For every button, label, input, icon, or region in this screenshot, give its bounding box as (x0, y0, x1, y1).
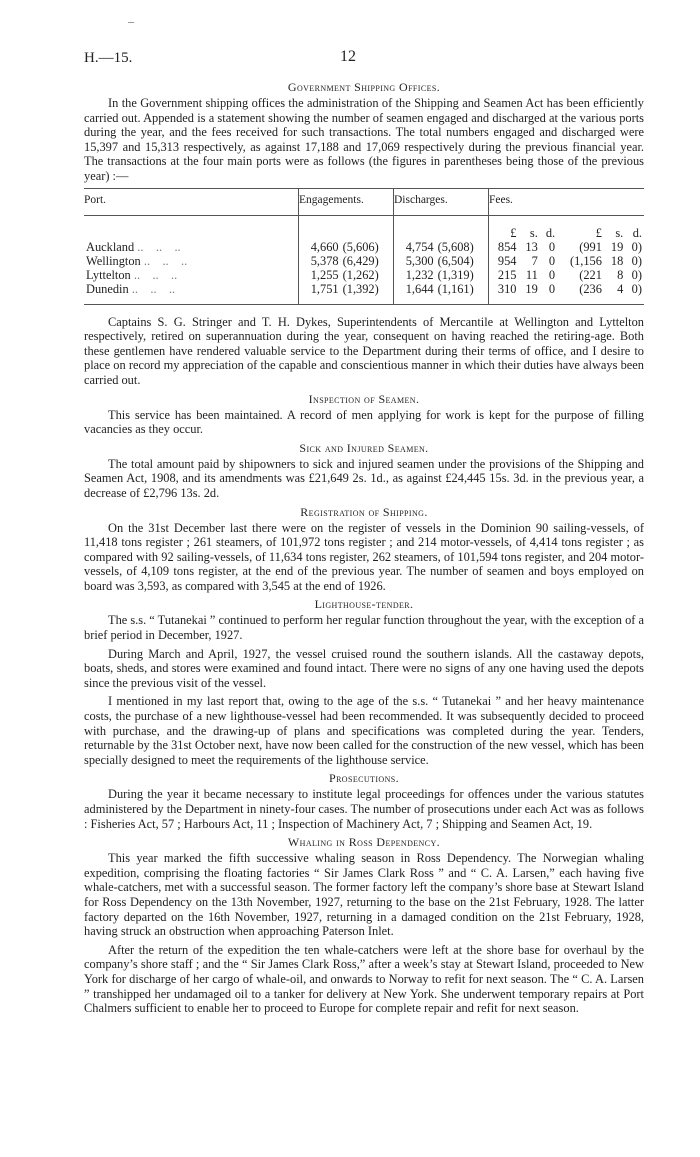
port-name: Auckland (86, 239, 135, 254)
header-port: Port. (84, 188, 299, 215)
unit-prev-shillings: s. (615, 225, 624, 240)
top-mark: – (128, 14, 134, 28)
unit-pence: d. (545, 225, 556, 240)
section-heading-shipping-offices: Government Shipping Offices. (287, 80, 441, 94)
discharges-previous: (6,504) (437, 253, 474, 268)
section-heading-whaling: Whaling in Ross Dependency. (287, 835, 441, 850)
document-reference: H.—15. (84, 50, 133, 66)
lighthouse-paragraph-1: The s.s. “ Tutanekai ” continued to perform her regular function throughout the year, with the exception of a brief period in December, 1927. (84, 613, 644, 643)
fees-pence: 0 (540, 282, 557, 305)
page-number: 12 (340, 48, 356, 65)
fees-shillings: 13 (525, 239, 538, 254)
fees-prev-shillings: 4 (604, 282, 625, 305)
engagements-previous: (1,392) (341, 282, 394, 305)
units-row (84, 215, 644, 240)
engagements-value: 5,378 (299, 254, 341, 268)
header-discharges: Discharges. (393, 188, 488, 215)
whaling-paragraph-2: After the return of the expedition the ten whale-catchers were left at the shore base for overhaul by the company’s shore staff ; and the “ Sir James Clark Ross,” after a week’s stay at Stewart Island, proceeded to New York for discharge of her cargo of whale-oil, and onwards to Norway to refit for next season. The “ C. A. Larsen ” transhipped her undamaged oil to a tanker for delivery at New York. She underwent temporary repairs at Port Chalmers sufficient to enable her to proceed to Europe for complete repair and refit for next season. (84, 942, 644, 1016)
table-row: Auckland .. .. .. 4,660 (5,606) 4,754 (5,608) 854 13 0 (991 19 0) (86, 239, 642, 254)
lighthouse-paragraph-2: During March and April, 1927, the vessel cruised round the southern islands. All the castaway depots, boats, sheds, and stores were examined and found intact. There were no signs of any one having used the depots since the previous visit of the vessel. (84, 646, 644, 690)
fees-shillings: 7 (531, 253, 538, 268)
fees-prev-pounds: (1,156 (569, 253, 602, 268)
shipping-offices-intro: In the Government shipping offices the administration of the Shipping and Seamen Act has been efficiently carried out. Appended is a statement showing the number of seamen engaged and discharged at the various ports during the year, and the fees received for such transactions. The total numbers engaged and discharged were 15,397 and 15,313 respectively, as against 17,188 and 17,069 respectively during the previous financial year. The transactions at the four main ports were as follows (the figures in parentheses being those of the previous year) :— (84, 96, 644, 183)
fees-pence: 0 (548, 267, 556, 282)
discharges-value: 1,644 (393, 282, 435, 305)
section-heading-inspection: Inspection of Seamen. (308, 391, 420, 406)
section-heading-lighthouse: Lighthouse-tender. (314, 597, 414, 612)
port-name: Lyttelton (86, 267, 131, 282)
fees-prev-pence: 0) (625, 282, 644, 305)
section-heading-registration: Registration of Shipping. (300, 504, 428, 519)
engagements-previous: (6,429) (342, 253, 379, 268)
port-name: Dunedin (86, 281, 129, 296)
discharges-previous: (1,319) (437, 267, 474, 282)
unit-prev-pence: d. (632, 225, 642, 240)
fees-prev-shillings: 19 (610, 239, 624, 254)
whaling-paragraph-1: This year marked the fifth successive whaling season in Ross Dependency. The Norwegian whaling expedition, comprising the floating factories “ Sir James Clark Ross ” and “ C. A. Larsen,” each having five whale-catchers, met with a successful season. The former factory left the company’s shore base at Stewart Island for Ross Dependency on the 13th November, 1927, returning to the base on the 21st February, 1928. The latter factory departed on the 16th November, 1927, returning in a damaged condition on the 21st February, 1928, having struck an obstruction when approaching Paterson Inlet. (84, 851, 644, 939)
fees-prev-shillings: 18 (610, 253, 624, 268)
port-transactions-table (84, 188, 644, 305)
table-row: Lyttelton .. .. .. 1,255 (1,262) 1,232 (1,319) 215 11 0 (221 8 0) (86, 267, 642, 282)
section-heading-sick-injured: Sick and Injured Seamen. (299, 440, 429, 455)
fees-pence: 0 (548, 253, 556, 268)
fees-shillings: 19 (519, 282, 540, 305)
section-heading-prosecutions: Prosecutions. (329, 771, 399, 786)
fees-pence: 0 (548, 239, 556, 254)
engagements-value: 1,255 (299, 268, 341, 282)
lighthouse-paragraph-3: I mentioned in my last report that, owing to the age of the s.s. “ Tutanekai ” and her heavy maintenance costs, the purchase of a new lighthouse-vessel had been recommended. It was subsequently decided to proceed with purchase, and the drawing-up of plans and specifications was completed during the year. Tenders, returnable by the 31st October next, have now been called for the construction of the new vessel, which has been specially designed to meet the requirements of the lighthouse service. (84, 694, 644, 767)
table-row: Wellington .. .. .. 5,378 (6,429) 5,300 (6,504) 954 7 0 (1,156 18 0) (86, 253, 642, 268)
discharges-value: 1,232 (393, 268, 435, 282)
fees-pounds: 310 (488, 282, 518, 305)
header-fees: Fees. (488, 188, 644, 215)
fees-pounds: 954 (488, 254, 518, 268)
fees-prev-pounds: (236 (557, 282, 604, 305)
fees-prev-pence: 0) (631, 267, 642, 282)
table-header-row (84, 188, 644, 215)
sick-injured-paragraph: The total amount paid by shipowners to sick and injured seamen under the provisions of the Shipping and Seamen Act, 1908, and its amendments was £21,649 2s. 1d., as against £24,445 15s. 3d. in the previous year, a decrease of £2,796 13s. 2d. (84, 456, 644, 500)
registration-paragraph: On the 31st December last there were on the register of vessels in the Dominion 90 sailing-vessels, of 11,418 tons register ; 261 steamers, of 101,972 tons register ; and 214 motor-vessels, of 4,414 tons register ; as compared with 92 sailing-vessels, of 11,634 tons register, 262 steamers, of 101,594 tons register, and 204 motor-vessels, of 4,109 tons register, at the end of the previous year. The number of seamen and boys employed on board was 3,593, as compared with 3,545 at the end of 1926. (84, 520, 644, 593)
fees-prev-shillings: 8 (617, 267, 624, 282)
header-engagements: Engagements. (299, 188, 394, 215)
fees-prev-pounds: (221 (579, 267, 602, 282)
unit-shillings: s. (529, 225, 538, 240)
fees-shillings: 11 (525, 267, 538, 282)
discharges-previous: (5,608) (437, 239, 474, 254)
table-row: Dunedin .. .. .. 1,751 (1,392) 1,644 (1,161) 310 19 0 (236 4 0) (84, 282, 644, 305)
fees-prev-pounds: (991 (579, 239, 602, 254)
engagements-previous: (1,262) (342, 267, 379, 282)
fees-prev-pence: 0) (631, 239, 642, 254)
engagements-value: 4,660 (299, 240, 341, 254)
superintendents-paragraph: Captains S. G. Stringer and T. H. Dykes, Superintendents of Mercantile at Wellington and Lyttelton respectively, retired on superannuation during the year, consequent on having reached the retiring-age. Both these gentlemen have rendered valuable service to the Department during their terms of office, and I desire to place on record my appreciation of the capable and conscientious manner in which their duties have always been carried out. (84, 314, 644, 387)
inspection-paragraph: This service has been maintained. A record of men applying for work is kept for the purpose of filling vacancies as they occur. (84, 407, 644, 437)
unit-pounds: £ (488, 215, 518, 240)
engagements-previous: (5,606) (342, 239, 379, 254)
fees-prev-pence: 0) (631, 253, 642, 268)
fees-pounds: 854 (488, 240, 518, 254)
prosecutions-paragraph: During the year it became necessary to institute legal proceedings for offences under the various statutes administered by the Department in ninety-four cases. The number of prosecutions under each Act was as follows : Fisheries Act, 57 ; Harbours Act, 11 ; Inspection of Machinery Act, 7 ; Shipping and Seamen Act, 19. (84, 787, 644, 831)
discharges-value: 5,300 (393, 254, 435, 268)
discharges-previous: (1,161) (436, 282, 489, 305)
port-name: Wellington (86, 253, 141, 268)
fees-pounds: 215 (488, 268, 518, 282)
document-body (84, 80, 644, 1020)
unit-prev-pounds: £ (595, 225, 602, 240)
engagements-value: 1,751 (299, 282, 341, 305)
discharges-value: 4,754 (393, 240, 435, 254)
